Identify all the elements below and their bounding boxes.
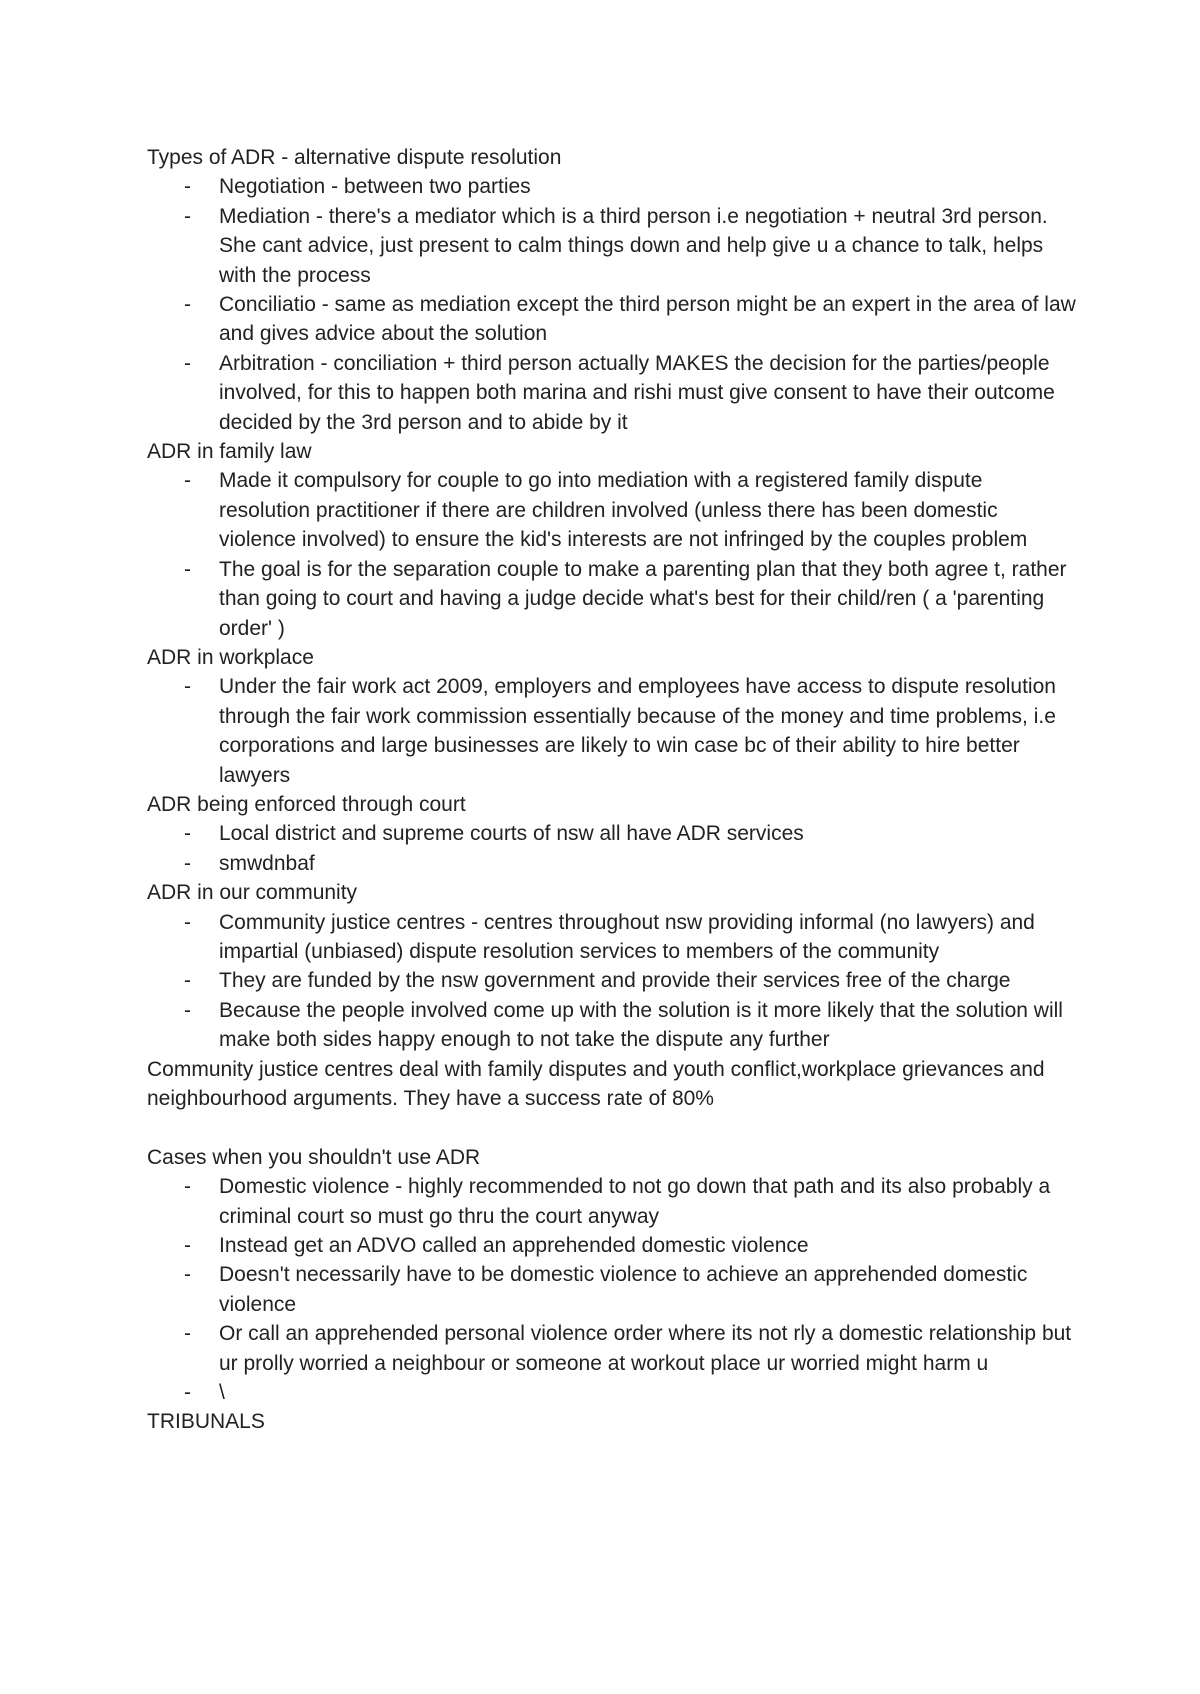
section-heading: ADR being enforced through court bbox=[147, 792, 466, 816]
list-item bbox=[147, 1172, 1077, 1231]
blank-line bbox=[147, 1113, 1077, 1142]
dash-bullet: - bbox=[184, 1381, 191, 1405]
bullet-list bbox=[147, 672, 1077, 790]
dash-bullet: - bbox=[184, 557, 191, 581]
dash-bullet: - bbox=[184, 1322, 191, 1346]
bullet-list bbox=[147, 1172, 1077, 1407]
list-item bbox=[147, 996, 1077, 1055]
list-item-text: Conciliatio - same as mediation except the third person might be an expert in the area of law and gives advice about the solution bbox=[219, 293, 1076, 346]
section-heading: Cases when you shouldn't use ADR bbox=[147, 1145, 481, 1169]
list-item bbox=[147, 290, 1077, 349]
dash-bullet: - bbox=[184, 1234, 191, 1258]
dash-bullet: - bbox=[184, 969, 191, 993]
bullet-list bbox=[147, 819, 1077, 878]
dash-bullet: - bbox=[184, 675, 191, 699]
list-item-text: \ bbox=[219, 1381, 225, 1405]
section-heading: ADR in our community bbox=[147, 881, 358, 905]
list-item-text: They are funded by the nsw government and provide their services free of the charge bbox=[219, 969, 1011, 993]
dash-bullet: - bbox=[184, 469, 191, 493]
list-item-text: Doesn't necessarily have to be domestic violence to achieve an apprehended domestic violence bbox=[219, 1263, 1028, 1316]
list-item bbox=[147, 908, 1077, 967]
list-item-text: Made it compulsory for couple to go into mediation with a registered family dispute resolution practitioner if there are children involved (unless there has been domestic violence involved) to ensure the kid's interests are not infringed by the couples problem bbox=[219, 469, 1028, 552]
dash-bullet: - bbox=[184, 175, 191, 199]
dash-bullet: - bbox=[184, 910, 191, 934]
list-item bbox=[147, 202, 1077, 290]
list-item-text: Mediation - there's a mediator which is a third person i.e negotiation + neutral 3rd person. She cant advice, just present to calm things down and help give u a chance to talk, helps with the process bbox=[219, 204, 1048, 287]
list-item-text: Arbitration - conciliation + third person actually MAKES the decision for the parties/people involved, for this to happen both marina and rishi must give consent to have their outcome decided by the 3rd person and to abide by it bbox=[219, 351, 1055, 434]
document-page bbox=[147, 143, 1077, 1437]
list-item-text: Domestic violence - highly recommended to not go down that path and its also probably a criminal court so must go thru the court anyway bbox=[219, 1175, 1051, 1228]
section-heading: TRIBUNALS bbox=[147, 1410, 265, 1434]
dash-bullet: - bbox=[184, 293, 191, 317]
list-item-text: Negotiation - between two parties bbox=[219, 175, 531, 199]
list-item bbox=[147, 1378, 1077, 1407]
list-item bbox=[147, 466, 1077, 554]
dash-bullet: - bbox=[184, 1175, 191, 1199]
list-item bbox=[147, 672, 1077, 790]
list-item bbox=[147, 819, 1077, 848]
list-item-text: smwdnbaf bbox=[219, 851, 315, 875]
list-item-text: Instead get an ADVO called an apprehended domestic violence bbox=[219, 1234, 809, 1258]
dash-bullet: - bbox=[184, 1263, 191, 1287]
bullet-list bbox=[147, 466, 1077, 642]
section-heading: Types of ADR - alternative dispute resolution bbox=[147, 146, 562, 169]
list-item bbox=[147, 555, 1077, 643]
dash-bullet: - bbox=[184, 822, 191, 846]
list-item bbox=[147, 1231, 1077, 1260]
body-paragraph: Community justice centres deal with family disputes and youth conflict,workplace grievances and neighbourhood arguments. They have a success rate of 80% bbox=[147, 1057, 1045, 1110]
dash-bullet: - bbox=[184, 204, 191, 228]
section-heading: ADR in family law bbox=[147, 440, 312, 464]
list-item bbox=[147, 1260, 1077, 1319]
dash-bullet: - bbox=[184, 351, 191, 375]
list-item bbox=[147, 349, 1077, 437]
dash-bullet: - bbox=[184, 851, 191, 875]
list-item bbox=[147, 849, 1077, 878]
list-item bbox=[147, 1319, 1077, 1378]
list-item-text: Local district and supreme courts of nsw all have ADR services bbox=[219, 822, 804, 846]
dash-bullet: - bbox=[184, 998, 191, 1022]
section-heading: ADR in workplace bbox=[147, 645, 314, 669]
list-item-text: Under the fair work act 2009, employers and employees have access to dispute resolution through the fair work commission essentially because of the money and time problems, i.e corporations and large businesses are likely to win case bc of their ability to hire better lawyers bbox=[219, 675, 1056, 787]
list-item-text: Community justice centres - centres throughout nsw providing informal (no lawyers) and impartial (unbiased) dispute resolution services to members of the community bbox=[219, 910, 1035, 963]
list-item bbox=[147, 172, 1077, 201]
list-item bbox=[147, 966, 1077, 995]
bullet-list bbox=[147, 908, 1077, 1055]
list-item-text: The goal is for the separation couple to make a parenting plan that they both agree t, rather than going to court and having a judge decide what's best for their child/ren ( a 'parenting order' ) bbox=[219, 557, 1067, 640]
list-item-text: Or call an apprehended personal violence order where its not rly a domestic relationship but ur prolly worried a neighbour or someone at workout place ur worried might harm u bbox=[219, 1322, 1072, 1375]
bullet-list bbox=[147, 172, 1077, 437]
list-item-text: Because the people involved come up with the solution is it more likely that the solution will make both sides happy enough to not take the dispute any further bbox=[219, 998, 1063, 1052]
